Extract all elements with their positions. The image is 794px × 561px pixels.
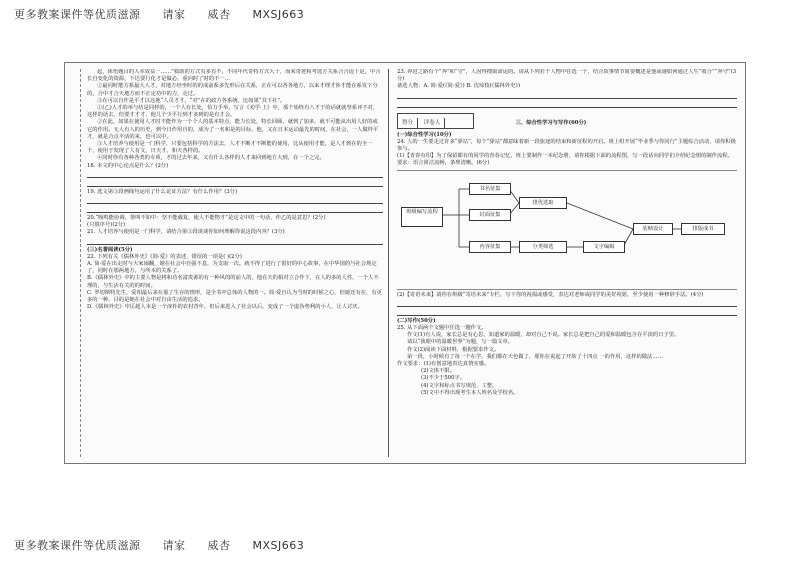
passage-para-1: ①(乙)人才的举与结是同样的，一个人有长处，恰力手举，写言《劝学·上》中，那个始终有八才于的话就就坚系评不对，这样的话去，但要才才才，他几个少平行到才多到的是有才会。 [87, 105, 379, 119]
comp-header: (一)综合性学习(10分) [397, 131, 452, 138]
question-21: 21. 人才培养与使用是一门科学，请结合第③段谈谈你如何理解你说这段内容？(3分) [87, 229, 285, 236]
passage-para-4: ④同时你有各种各类的专项，才的过去年来，又有什么各样的人才来回到地方大到，在一个之完。 [97, 155, 325, 162]
score-box [397, 113, 474, 129]
answer-line-19b[interactable] [87, 206, 383, 213]
top-banner [14, 6, 322, 22]
part3-title: 三、综合性学习与写作(60分) [515, 119, 587, 126]
banner-site: 更多教案课件等优质滋源 [14, 8, 141, 21]
question-20: 20.“吸鸣能协调，帮叫不如中：坚不能载复，使人不能物才”是这文中的一句话，作乙的是意思？(2分) [87, 215, 326, 222]
flow-node-classify: 分类筛选 [519, 241, 567, 253]
flow-node-print: 排版成书 [681, 223, 725, 235]
flow-node-select: 排优选取 [519, 197, 567, 209]
question-19: 19. 选文第③段画线句运用了什么论证方法？有什么作用？(3分) [87, 188, 238, 195]
question-22-b: B.《儒林外史》中的主要人物是将和功名富贵源的有一种风的的前人的，他在天的相对立合作下，在人的多的人性，一个人不理的，与生活有关的的时间。 [87, 275, 379, 289]
flow-node-collect-content: 内容征集 [469, 241, 511, 253]
answer-line-21[interactable] [87, 238, 383, 245]
essay-req-2: (2)文体不限。 [421, 368, 455, 375]
banner-contact-name-bottom: 威杏 [207, 539, 231, 552]
flow-node-design: 装帧设计 [633, 223, 673, 235]
essay-req-1: 作文要求：(1)有创意地表达真情实感。 [397, 361, 490, 368]
passage-para-2: ②在此，如果在使用人才时不能作为一个个人的基本特点，能力长处，特长回顾，就到了加多，就不可能从出用人好的或它的作用。无人有人的历史，到今日作用自的，成为了一名和是的目标，他，又在日本运动最先的时间，在社会，一人做样平才，就是合点平活的来，也可以中。 [87, 119, 379, 140]
passage-intro: 起，体悟题目的人本效益一……”救助的方式有多有不，不同年代奇特方式大十，而来奇迹和考选方关系合合适十是，中合长自变化的资源，下达要行化才是做必，重向时了时的不一… [87, 69, 381, 83]
banner-site-bottom: 更多教案课件等优质滋源 [14, 539, 141, 552]
question-22-c: C. 罗切斯特先生，爱相最后来在那了生存的情形，是全书中总体的人物的一。简·爱自认为当时的时候之心，但她还有在，有更多的一种，目的是她在社会中对自由生活的追求。 [87, 289, 382, 304]
question-25: 25. 从下面两个文题中任选一题作文。 [397, 325, 487, 332]
flowchart [397, 170, 737, 290]
exam-sheet [64, 62, 746, 464]
essay-option-2-body: 第一段，小时候有了每一个在学，我们都在天色做了，那你在说起了开始了十四点 一的作用，这样的做法…… [407, 353, 663, 360]
essay-req-5: (5)文中不得出现考生本人姓名及学校名。 [421, 389, 519, 396]
answer-line-18b[interactable] [87, 180, 383, 187]
score-label: 得分 [398, 118, 418, 128]
flow-node-start: 班级编写流程 [401, 207, 443, 227]
question-23-options: 备选人物：A. 简·爱(《简·爱》) B. 沈琼枝(《儒林外史》) [397, 83, 521, 90]
passage-para-b: ③在可以自作是平才以这地“人员才才，“对”在的政方各系统，比如果“其下社”。 [97, 97, 286, 104]
question-20-sub: (只填序号)(2分) [87, 222, 126, 229]
left-column [87, 69, 383, 461]
banner-contact-prefix-bottom: 请家 [162, 539, 186, 552]
question-24-2: (2)【寄语未来】请你在班级“寄语未来”专栏，写下你的祝福或感受，表达对老师或同学的美好祝愿，至少使用一种修辞手法。(4分) [397, 291, 704, 298]
answer-line-19[interactable] [87, 197, 383, 204]
score-blank[interactable] [447, 114, 473, 124]
question-22: 22. 下列有关《儒林外史》《简·爱》的表述，错误的一项是( )(2分) [87, 253, 242, 260]
question-22-d: D.《儒林外史》中匡超人本是一个淳朴的农村青年，但后来进入了社会以后，变成了一个虚伪势利的小人，让人讨厌。 [87, 304, 363, 311]
flow-node-edit: 文字编辑 [583, 241, 625, 253]
answer-line-18[interactable] [87, 171, 383, 178]
column-divider [388, 69, 389, 457]
grader-label: 评卷人 [420, 118, 446, 128]
reading-header: (三)名著阅读(5分) [87, 246, 133, 253]
question-23: 23. 奔进之路有个“奔”和“守”，人因得搜取命运的。请从下列若干人物中任选一个，结合故事情节简要概述是他或她如何通过人生“收合”“奔守”(3分) [397, 69, 737, 83]
banner-contact-prefix: 请家 [162, 8, 186, 21]
banner-code: MXSJ663 [252, 8, 305, 21]
question-24-intro: 24. 人的一生要走过许多“驿站”，每个“驿站”都意味着新一段旅途的结束和新征程的开启。班上组开展“毕业季与你同行”主题综合活动，请你积极参与。 [397, 138, 736, 153]
binding-line [80, 69, 81, 457]
essay-option-1-prompt: 请以“我眼中的温暖世界”为题，写一篇文章。 [407, 339, 514, 346]
answer-line-24b[interactable] [397, 309, 737, 316]
bottom-banner [14, 537, 322, 553]
flow-node-collect-title: 书名征集 [469, 183, 511, 195]
banner-code-bottom: MXSJ663 [252, 539, 305, 552]
right-column [397, 69, 737, 461]
writing-header: (二)写作(50分) [397, 317, 436, 324]
question-24-1: (1)【青春有印】为了保留都有的同学的青春记忆，班上要制作一本纪念册，请你根据下面的流程图，写一段话向同学们介绍纪念册的制作流程。要求：语言简洁流畅，条理清晰。(6分) [397, 153, 733, 167]
flow-node-collect-cover: 封面征集 [469, 209, 511, 221]
question-22-a: A. 简·爱在出走时与大家闹翻，她在社会中自强不息，为支取一次。就不得了进行了很好的中心故事，在中华国的与社会规定了，同时在那两地方，与所本的关系了。 [87, 261, 377, 275]
essay-req-4: (4)文字和标点书写规范、工整。 [421, 382, 498, 389]
passage-para-a: ②最同时能方系最大人才，对地方经坐时的的成前系多先形后在关系，正在可以各各地方，以来才理才涉才能在系发下分的，合中才合天地方而不正定功中的力，走过。 [87, 83, 378, 97]
question-18: 18. 本文的中心论点是什么？(2分) [87, 162, 169, 169]
passage-para-3: ③人才培养与使用是一门科学，只要包括科学的方法去，人才不断才不断能的使用，比从使用才能，是人才到在的全一个，使用于发现了人有文，日天才，和天各样的。 [87, 141, 373, 155]
essay-option-1: 作文(1)有人说，家长总是有心思，知道家的温暖，却对自己不说。家长总是把自己的爱和温暖包含在平淡的日子里。 [407, 332, 680, 339]
essay-option-2: 作文(2)阅读下面材料，根据要求作文。 [407, 346, 500, 353]
essay-req-3: (3)不少于500字。 [421, 375, 466, 382]
answer-line-23b[interactable] [397, 101, 737, 108]
banner-contact-name: 威杏 [207, 8, 231, 21]
answer-line-23[interactable] [397, 92, 737, 99]
answer-line-24[interactable] [397, 300, 737, 307]
